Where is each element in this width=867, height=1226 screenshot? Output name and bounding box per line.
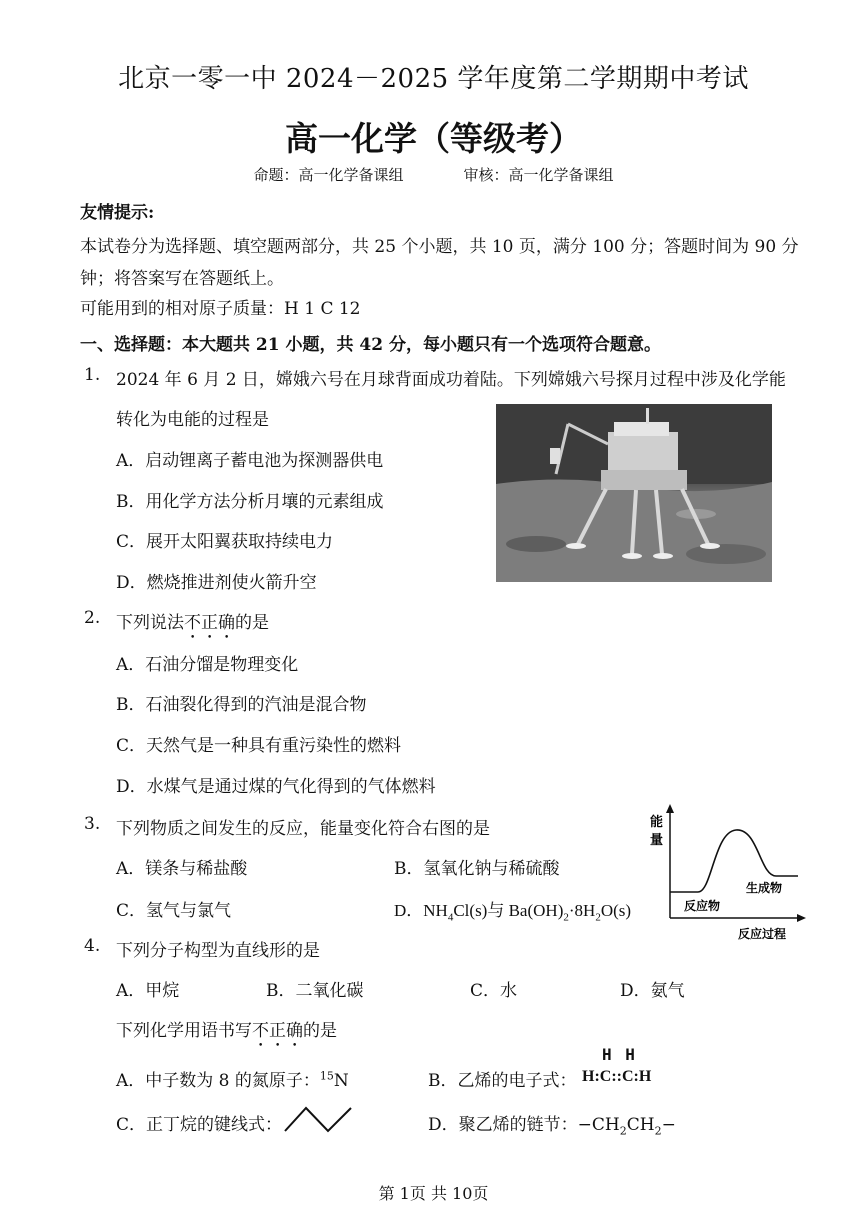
q2-stem-pre: 下列说法 <box>116 613 184 633</box>
q2-stem-post: 的是 <box>235 613 269 633</box>
q1-option-d: D．燃烧推进剂使火箭升空 <box>116 573 317 593</box>
credits-line <box>0 164 867 185</box>
notice-line-1: 本试卷分为选择题、填空题两部分，共 25 个小题，共 10 页，满分 100 分；答题时间为 90 分 <box>80 237 799 257</box>
energy-diagram <box>640 800 820 945</box>
q2-option-a: A．石油分馏是物理变化 <box>116 655 299 675</box>
q5-a-mass-number: 15 <box>319 1069 334 1083</box>
x-axis-label: 反应过程 <box>738 927 787 941</box>
q1-number: 1. <box>84 365 101 385</box>
q2-number: 2. <box>84 608 101 628</box>
q1-stem-line-2: 转化为电能的过程是 <box>116 410 269 430</box>
q2-option-c: C．天然气是一种具有重污染性的燃料 <box>116 736 402 756</box>
q3-d-f4: O(s) <box>600 901 632 920</box>
q3-option-a: A．镁条与稀盐酸 <box>116 859 248 879</box>
q3-number: 3. <box>84 814 101 834</box>
notice-line-3: 可能用到的相对原子质量：H 1 C 12 <box>80 299 361 319</box>
q3-d-label: D． <box>394 901 424 920</box>
q4-option-c: C．水 <box>470 981 518 1001</box>
q5-a-text: A．中子数为 8 的氮原子： <box>116 1071 320 1091</box>
reactant-label: 反应物 <box>684 899 721 913</box>
q5-option-a <box>116 1066 349 1091</box>
exam-subtitle: 高一化学（等级考） <box>285 119 582 158</box>
q5-stem <box>116 1016 337 1051</box>
x-axis-arrow-icon <box>797 914 806 922</box>
q5-option-b-label: B．乙烯的电子式： <box>428 1071 577 1091</box>
q2-option-d: D．水煤气是通过煤的气化得到的气体燃料 <box>116 777 436 797</box>
q5-a-symbol: N <box>333 1071 349 1091</box>
q5-stem-post: 的是 <box>303 1021 337 1041</box>
q2-option-b: B．石油裂化得到的汽油是混合物 <box>116 695 367 715</box>
notice-heading: 友情提示: <box>80 203 155 223</box>
q5-option-c-label: C．正丁烷的键线式： <box>116 1115 283 1135</box>
q3-option-d <box>394 896 631 923</box>
q4-number: 4. <box>84 936 101 956</box>
q4-option-b: B．二氧化碳 <box>266 981 364 1001</box>
q5-stem-emphasis: 不正确 <box>252 1021 303 1041</box>
q3-d-f2-sub: 2 <box>563 911 569 924</box>
q1-option-b: B．用化学方法分析月壤的元素组成 <box>116 492 384 512</box>
q3-stem: 下列物质之间发生的反应，能量变化符合右图的是 <box>116 819 490 839</box>
y-axis-arrow-icon <box>666 804 674 813</box>
q2-stem-emphasis: 不正确 <box>184 613 235 633</box>
q5-d-f2-sub: 2 <box>654 1124 662 1138</box>
y-label-1: 能 <box>650 815 664 830</box>
q5-d-f2: CH <box>626 1115 655 1135</box>
q3-d-f1: NH <box>423 901 448 920</box>
q4-option-a: A．甲烷 <box>116 981 180 1001</box>
q4-stem: 下列分子构型为直线形的是 <box>116 941 320 961</box>
y-label-2: 量 <box>650 833 664 848</box>
q5-d-f1-sub: 2 <box>619 1124 627 1138</box>
q3-option-b: B．氢氧化钠与稀硫酸 <box>394 859 560 879</box>
q3-option-c: C．氢气与氯气 <box>116 901 232 921</box>
q1-option-a: A．启动锂离子蓄电池为探测器供电 <box>116 451 384 471</box>
q3-d-f3-sub: 2 <box>595 911 601 924</box>
notice-line-2: 钟；将答案写在答题纸上。 <box>80 269 284 289</box>
q4-option-d: D．氨气 <box>620 981 685 1001</box>
lunar-lander-photo <box>496 404 772 582</box>
section-heading: 一、选择题：本大题共 21 小题，共 42 分，每小题只有一个选项符合题意。 <box>80 335 661 355</box>
reviewer: 审核：高一化学备课组 <box>463 166 614 184</box>
q3-d-f1-sub: 4 <box>447 911 454 924</box>
q5-option-d <box>428 1110 676 1137</box>
butane-zigzag <box>285 1108 351 1131</box>
lander-illustration <box>496 404 772 582</box>
q2-stem <box>116 608 269 643</box>
page-footer: 第 1页 共 10页 <box>378 1184 489 1203</box>
q1-option-c: C．展开太阳翼获取持续电力 <box>116 532 334 552</box>
q1-stem-line-1: 2024 年 6 月 2 日，嫦娥六号在月球背面成功着陆。下列嫦娥六号探月过程中涉及化学能 <box>116 370 786 390</box>
proposer: 命题：高一化学备课组 <box>253 166 404 184</box>
exam-title: 北京一零一中 2024－2025 学年度第二学期期中考试 <box>118 64 749 94</box>
q5-d-f3: − <box>661 1115 676 1135</box>
q5-d-text: D．聚乙烯的链节： <box>428 1115 578 1135</box>
butane-skeletal-formula <box>282 1104 354 1134</box>
product-label: 生成物 <box>746 881 783 895</box>
q3-d-f2: Cl(s)与 Ba(OH) <box>453 901 564 920</box>
q3-d-f3: ·8H <box>568 901 596 920</box>
q5-stem-pre: 下列化学用语书写 <box>116 1021 252 1041</box>
ethylene-h-top: H H <box>602 1045 637 1064</box>
ethylene-electron-formula: H:C::C:H <box>582 1068 652 1085</box>
q5-d-f1: −CH <box>577 1115 620 1135</box>
